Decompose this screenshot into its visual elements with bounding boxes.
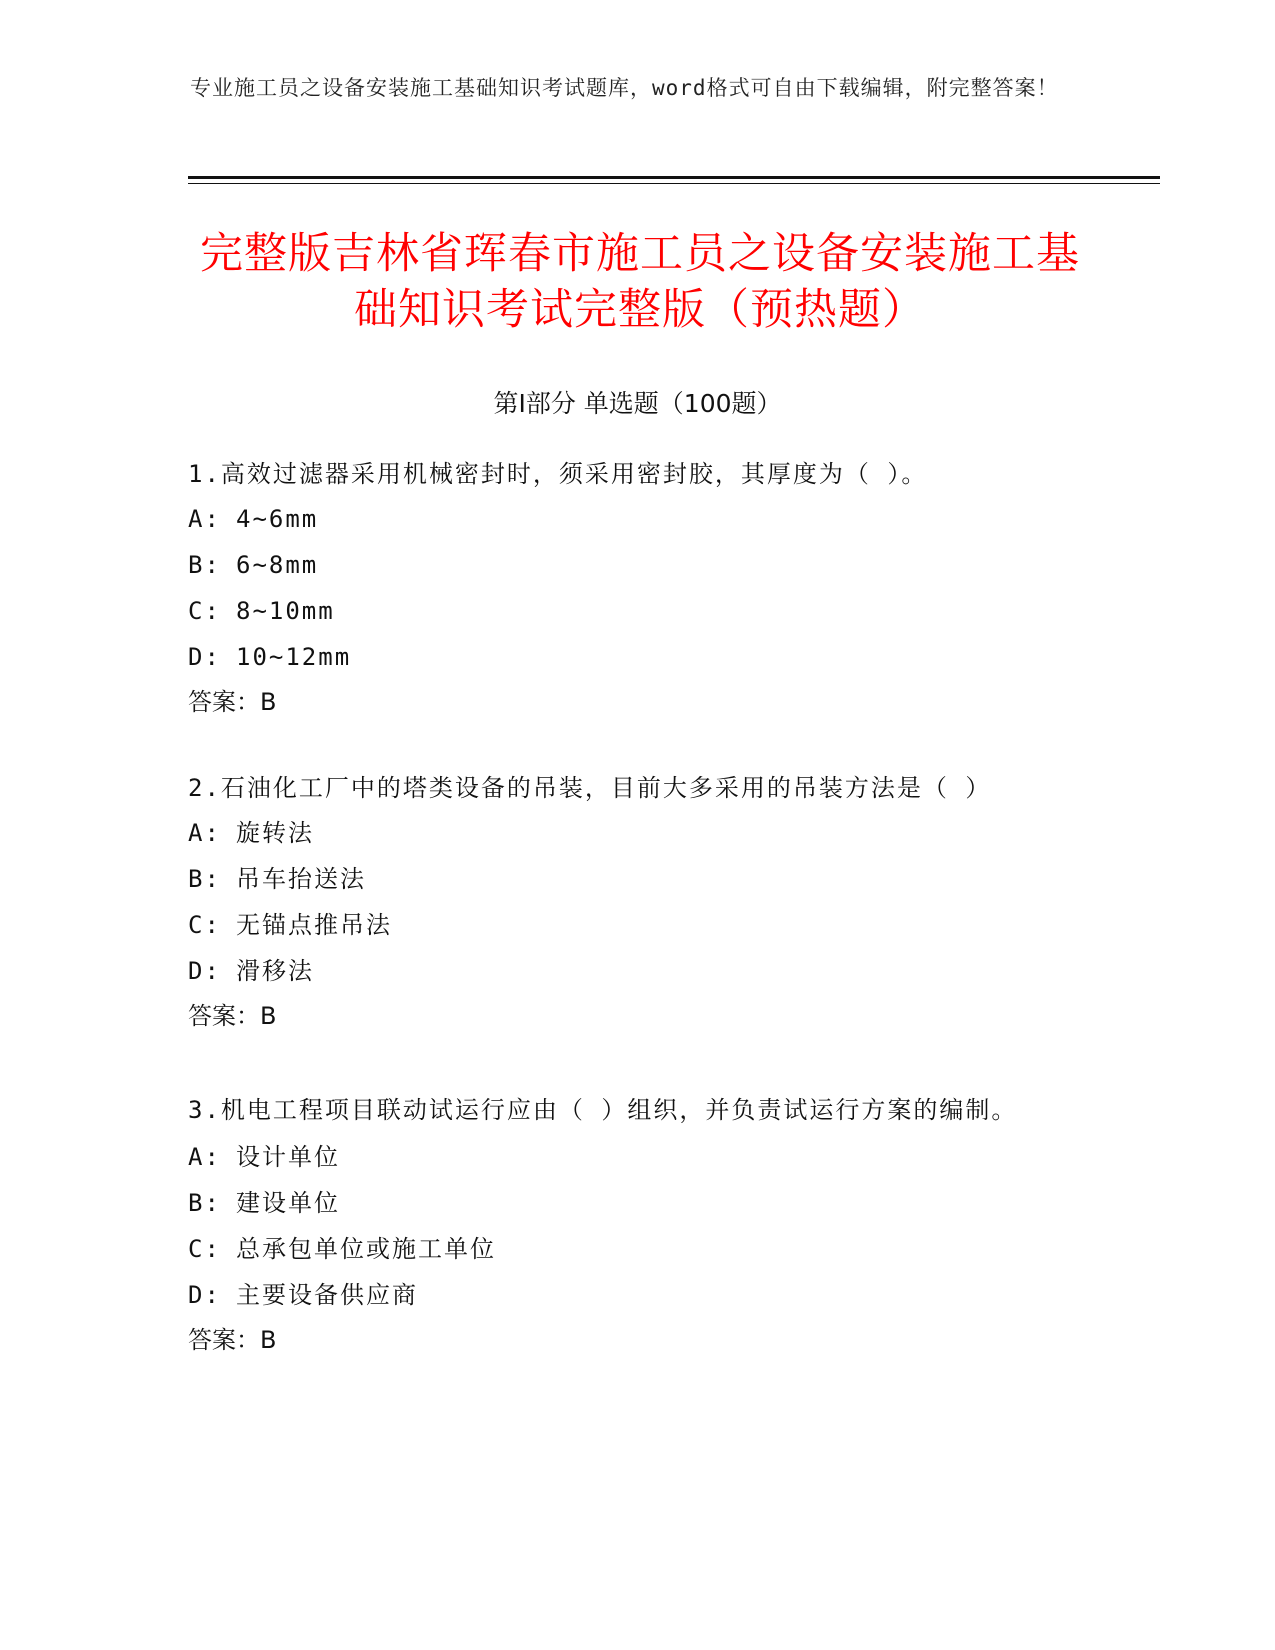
option-text: 6~8mm [236,551,319,579]
option-b [188,1180,1068,1226]
option-key: A: [188,819,221,847]
option-b [188,856,1088,902]
header-note: 专业施工员之设备安装施工基础知识考试题库，word格式可自由下载编辑，附完整答案！ [190,76,1059,100]
option-text: 主要设备供应商 [236,1281,418,1309]
option-b [188,542,1088,588]
option-key: D: [188,957,221,985]
option-key: D: [188,643,221,671]
header-rule-thick [188,176,1160,179]
answer: 答案：B [188,1002,277,1030]
question-3 [188,1086,1068,1362]
question-1 [188,458,1088,724]
option-d [188,948,1088,994]
option-key: C: [188,1235,221,1263]
option-text: 无锚点推吊法 [236,911,392,939]
option-d [188,1272,1068,1318]
question-stem: 1.高效过滤器采用机械密封时，须采用密封胶，其厚度为（ ）。 [188,460,928,488]
option-text: 旋转法 [236,819,314,847]
option-a [188,496,1088,542]
option-text: 4~6mm [236,505,319,533]
answer: 答案：B [188,688,277,716]
option-c [188,902,1088,948]
option-a [188,1134,1068,1180]
option-d [188,634,1088,680]
question-stem: 2.石油化工厂中的塔类设备的吊装，目前大多采用的吊装方法是（ ） [188,774,992,802]
option-key: A: [188,1143,221,1171]
option-text: 吊车抬送法 [236,865,366,893]
option-text: 滑移法 [236,957,314,985]
option-text: 设计单位 [236,1143,340,1171]
option-key: D: [188,1281,221,1309]
question-2 [188,772,1088,1038]
option-text: 总承包单位或施工单位 [236,1235,496,1263]
option-text: 建设单位 [236,1189,340,1217]
option-a [188,810,1088,856]
option-key: B: [188,1189,221,1217]
option-key: C: [188,911,221,939]
document-title: 完整版吉林省珲春市施工员之设备安装施工基础知识考试完整版（预热题） [200,229,1080,335]
option-c [188,1226,1068,1272]
option-key: C: [188,597,221,625]
header-rule-thin [188,183,1160,184]
option-key: A: [188,505,221,533]
answer: 答案：B [188,1326,277,1354]
option-text: 8~10mm [236,597,335,625]
option-c [188,588,1088,634]
option-key: B: [188,865,221,893]
option-key: B: [188,551,221,579]
option-text: 10~12mm [236,643,352,671]
section-title: 第Ⅰ部分 单选题（100题） [493,389,782,418]
question-stem: 3.机电工程项目联动试运行应由（ ）组织，并负责试运行方案的编制。 [188,1096,1018,1124]
